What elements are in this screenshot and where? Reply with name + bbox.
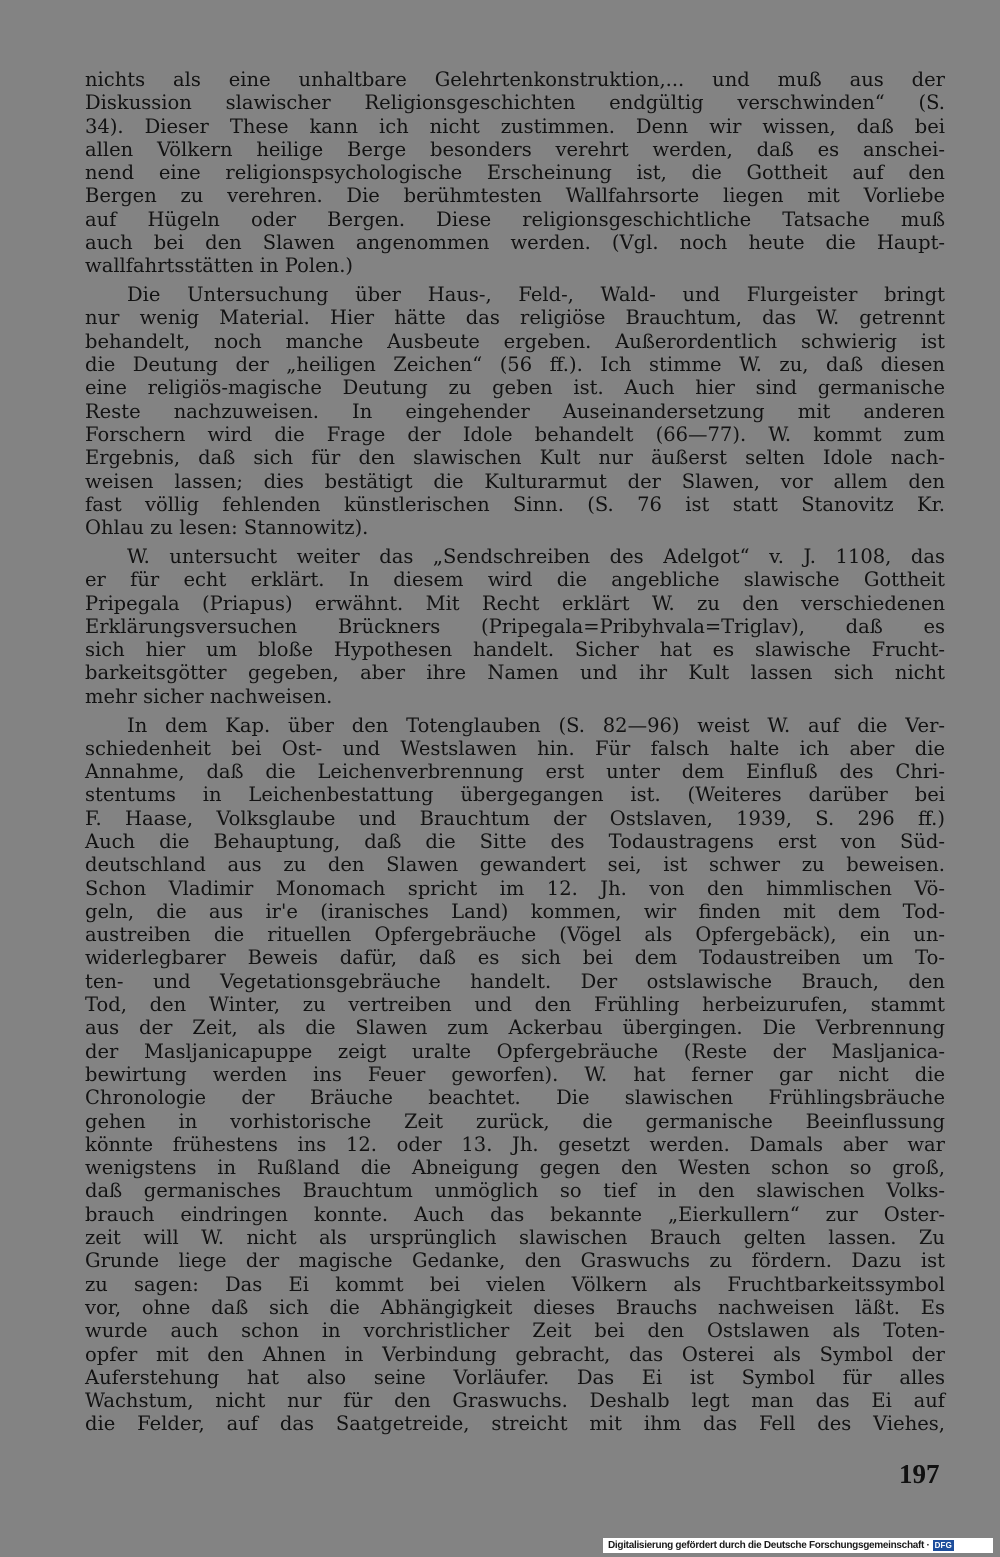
text-line: aus der Zeit, als die Slawen zum Ackerbau übergingen. Die Verbrennung xyxy=(85,1016,945,1040)
text-line: Bergen zu verehren. Die berühmtesten Wallfahrsorte liegen mit Vorliebe xyxy=(85,184,945,208)
text-line: auf Hügeln oder Bergen. Diese religionsgeschichtliche Tatsache muß xyxy=(85,207,945,231)
text-line: Tod, den Winter, zu vertreiben und den Frühling herbeizurufen, stammt xyxy=(85,993,945,1017)
text-line: nichts als eine unhaltbare Gelehrtenkonstruktion,... und muß aus der xyxy=(85,68,945,91)
text-line: Pripegala (Priapus) erwähnt. Mit Recht erklärt W. zu den verschiedenen xyxy=(85,591,945,615)
text-line: Diskussion slawischer Religionsgeschichten endgültig verschwinden“ (S. xyxy=(85,91,945,115)
text-line: vor, ohne daß sich die Abhängigkeit dieses Brauchs nachweisen läßt. Es xyxy=(85,1295,945,1319)
text-line: Die Untersuchung über Haus-, Feld-, Wald- und Flurgeister bringt xyxy=(127,283,945,307)
text-line: zeit will W. nicht als ursprünglich slawischen Brauch gelten lassen. Zu xyxy=(85,1226,945,1250)
text-line: Forschern wird die Frage der Idole behandelt (66—77). W. kommt zum xyxy=(85,422,945,446)
footer-text: Digitalisierung gefördert durch die Deutsche Forschungsgemeinschaft · xyxy=(608,1540,930,1551)
text-line: wenigstens in Rußland die Abneigung gegen den Westen schon so groß, xyxy=(85,1156,945,1180)
text-line: die Felder, auf das Saatgetreide, streicht mit ihm das Fell des Viehes, xyxy=(85,1412,945,1436)
text-line: deutschland aus zu den Slawen gewandert sei, ist schwer zu beweisen. xyxy=(85,853,945,877)
text-line: fast völlig fehlenden künstlerischen Sinn. (S. 76 ist statt Stanovitz Kr. xyxy=(85,492,945,516)
text-line: nur wenig Material. Hier hätte das religiöse Brauchtum, das W. getrennt xyxy=(85,306,945,330)
text-line: bewirtung werden ins Feuer geworfen). W. hat ferner gar nicht die xyxy=(85,1062,945,1086)
text-line: eine religiös-magische Deutung zu geben ist. Auch hier sind germanische xyxy=(85,376,945,400)
text-line: könnte frühestens ins 12. oder 13. Jh. gesetzt werden. Damals aber war xyxy=(85,1132,945,1156)
text-line: er für echt erklärt. In diesem wird die angebliche slawische Gottheit xyxy=(85,568,945,592)
text-line: gehen in vorhistorische Zeit zurück, die germanische Beeinflussung xyxy=(85,1109,945,1133)
text-line: auch bei den Slawen angenommen werden. (Vgl. noch heute die Haupt- xyxy=(85,231,945,255)
text-line: Ohlau zu lesen: Stannowitz). xyxy=(85,516,369,540)
paragraph xyxy=(85,68,945,278)
text-line: Schon Vladimir Monomach spricht im 12. Jh. von den himmlischen Vö- xyxy=(85,876,945,900)
text-line: stentums in Leichenbestattung übergegangen ist. (Weiteres darüber bei xyxy=(85,783,945,807)
text-line: In dem Kap. über den Totenglauben (S. 82—96) weist W. auf die Ver- xyxy=(127,713,945,737)
text-line: Auch die Behauptung, daß die Sitte des Todaustragens erst von Süd- xyxy=(85,830,945,853)
text-line: nend eine religionspsychologische Erscheinung ist, die Gottheit auf den xyxy=(85,161,945,185)
text-line: Ergebnis, daß sich für den slawischen Kult nur äußerst selten Idole nach- xyxy=(85,446,945,470)
text-line: daß germanisches Brauchtum unmöglich so tief in den slawischen Volks- xyxy=(85,1179,945,1203)
text-line: opfer mit den Ahnen in Verbindung gebracht, das Osterei als Symbol der xyxy=(85,1342,945,1366)
text-line: Annahme, daß die Leichenverbrennung erst unter dem Einfluß des Chri- xyxy=(85,760,945,784)
text-line: geln, die aus ir'e (iranisches Land) kommen, wir finden mit dem Tod- xyxy=(85,899,945,923)
text-line: Chronologie der Bräuche beachtet. Die slawischen Frühlingsbräuche xyxy=(85,1086,945,1110)
text-line: Erklärungsversuchen Brückners (Pripegala=Pribyhvala=Triglav), daß es xyxy=(85,614,945,638)
text-line: barkeitsgötter gegeben, aber ihre Namen und ihr Kult lassen sich nicht xyxy=(85,661,945,685)
text-line: sich hier um bloße Hypothesen handelt. Sicher hat es slawische Frucht- xyxy=(85,638,945,662)
text-line: behandelt, noch manche Ausbeute ergeben. Außerordentlich schwierig ist xyxy=(85,329,945,353)
dfg-logo: DFG xyxy=(934,1541,953,1550)
text-line: Reste nachzuweisen. In eingehender Auseinandersetzung mit anderen xyxy=(85,399,945,423)
text-line: 34). Dieser These kann ich nicht zustimmen. Denn wir wissen, daß bei xyxy=(85,114,945,138)
paragraph xyxy=(85,283,945,539)
text-line: zu sagen: Das Ei kommt bei vielen Völkern als Fruchtbarkeitssymbol xyxy=(85,1272,945,1296)
text-line: Auferstehung hat also seine Vorläufer. Das Ei ist Symbol für alles xyxy=(85,1365,945,1389)
text-line: mehr sicher nachweisen. xyxy=(85,684,333,708)
text-line: der Masljanicapuppe zeigt uralte Opfergebräuche (Reste der Masljanica- xyxy=(85,1039,945,1063)
text-line: W. untersucht weiter das „Sendschreiben des Adelgot“ v. J. 1108, das xyxy=(127,544,945,568)
text-line: weisen lassen; dies bestätigt die Kulturarmut der Slawen, vor allem den xyxy=(85,469,945,493)
text-line: austreiben die rituellen Opfergebräuche (Vögel als Opfergebäck), ein un- xyxy=(85,923,945,947)
text-line: wurde auch schon in vorchristlicher Zeit bei den Ostslawen als Toten- xyxy=(85,1319,945,1343)
page-number: 197 xyxy=(899,1459,940,1489)
text-line: allen Völkern heilige Berge besonders verehrt werden, daß es anschei- xyxy=(85,137,945,161)
text-line: wallfahrtsstätten in Polen.) xyxy=(85,254,354,278)
text-line: schiedenheit bei Ost- und Westslawen hin. Für falsch halte ich aber die xyxy=(85,736,945,760)
footer-credit xyxy=(603,1538,993,1553)
text-line: brauch eindringen konnte. Auch das bekannte „Eierkullern“ zur Oster- xyxy=(85,1202,945,1226)
text-line: Wachstum, nicht nur für den Graswuchs. Deshalb legt man das Ei auf xyxy=(85,1389,945,1413)
text-line: Grunde liege der magische Gedanke, den Graswuchs zu fördern. Dazu ist xyxy=(85,1249,945,1273)
text-line: widerlegbarer Beweis dafür, daß es sich bei dem Todaustreiben um To- xyxy=(85,946,945,970)
text-line: die Deutung der „heiligen Zeichen“ (56 ff.). Ich stimme W. zu, daß diesen xyxy=(85,353,945,377)
paragraph xyxy=(85,714,945,1436)
text-line: ten- und Vegetationsgebräuche handelt. Der ostslawische Brauch, den xyxy=(85,969,945,993)
paragraph xyxy=(85,545,945,708)
body-text xyxy=(85,68,945,1436)
text-line: F. Haase, Volksglaube und Brauchtum der Ostslaven, 1939, S. 296 ff.) xyxy=(85,806,945,830)
